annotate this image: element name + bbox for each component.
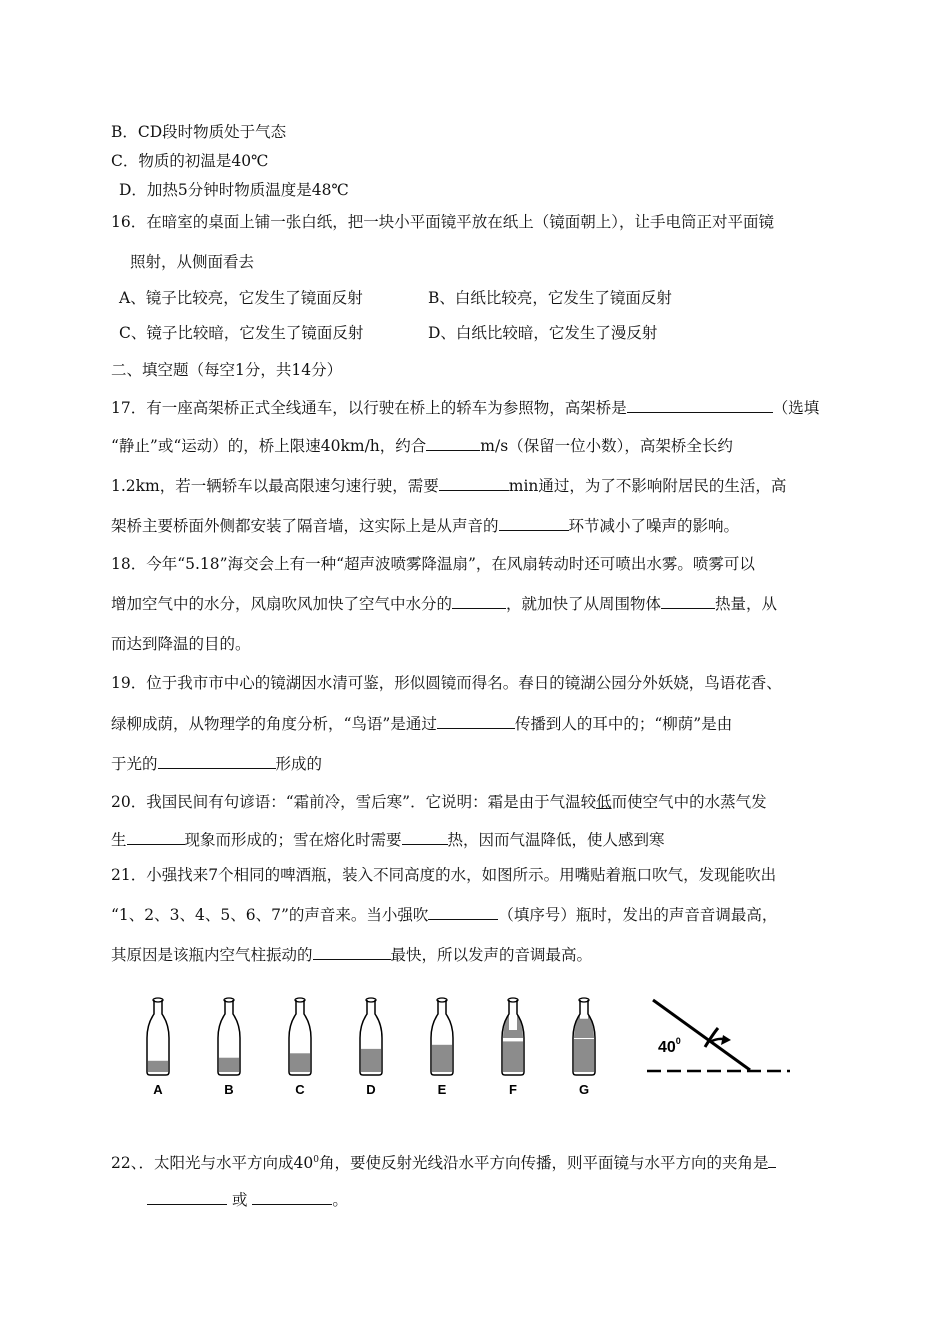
water-level bbox=[219, 1058, 239, 1072]
angle-diagram bbox=[647, 1000, 790, 1071]
blank[interactable] bbox=[313, 945, 391, 960]
bottle-label: C bbox=[295, 1082, 305, 1097]
water-level bbox=[361, 1049, 381, 1072]
water-level bbox=[432, 1045, 452, 1072]
water-level bbox=[290, 1053, 310, 1072]
bottle-d bbox=[360, 998, 382, 1097]
q21-line2: “1、2、3、4、5、6、7”的声音来。当小强吹 （填序号）瓶时，发出的声音音调最高， bbox=[111, 906, 778, 924]
bottle-label: E bbox=[437, 1082, 447, 1097]
q21-line3: 其原因是该瓶内空气柱振动的 最快，所以发声的音调最高。 bbox=[111, 946, 593, 964]
bottle-label: A bbox=[153, 1082, 163, 1097]
water-level bbox=[574, 1039, 594, 1072]
blank[interactable] bbox=[158, 754, 276, 769]
option-d-five-min: D．加热5分钟时物质温度是48℃ bbox=[119, 181, 349, 199]
bottle-label: B bbox=[224, 1082, 234, 1097]
q16-line2: 照射，从侧面看去 bbox=[130, 253, 255, 271]
q22-line1: 22、．太阳光与水平方向成$40^0$角，要使反射光线沿水平方向传播，则平面镜与水平方向的夹角是 bbox=[111, 1150, 776, 1173]
blank[interactable] bbox=[402, 830, 448, 845]
blank[interactable] bbox=[627, 398, 773, 413]
q16-option-a: A、镜子比较亮，它发生了镜面反射 bbox=[119, 289, 363, 307]
q20-line1: 20．我国民间有句谚语：“霜前冷，雪后寒”．它说明：霜是由于气温较低而使空气中的水蒸气发 bbox=[111, 793, 767, 811]
q17-line1: 17．有一座高架桥正式全线通车，以行驶在桥上的轿车为参照物，高架桥是 （选填 bbox=[111, 399, 820, 417]
blank[interactable] bbox=[428, 905, 498, 920]
bottle-f bbox=[502, 998, 524, 1097]
q18-line3: 而达到降温的目的。 bbox=[111, 635, 251, 653]
bottle-b bbox=[218, 998, 240, 1097]
bottle-label: F bbox=[509, 1082, 517, 1097]
q17-line4: 架桥主要桥面外侧都安装了隔音墙，这实际上是从声音的 环节减小了噪声的影响。 bbox=[111, 517, 740, 535]
q16-option-c: C、镜子比较暗，它发生了镜面反射 bbox=[119, 324, 364, 342]
option-b-cd: B．CD段时物质处于气态 bbox=[111, 123, 287, 141]
blank[interactable] bbox=[661, 594, 715, 609]
section-fill-blank-title: 二、填空题（每空1分，共14分） bbox=[111, 361, 343, 379]
q21-line1: 21．小强找来7个相同的啤酒瓶，装入不同高度的水，如图所示。用嘴贴着瓶口吹气，发现能吹出 bbox=[111, 866, 777, 884]
blank[interactable] bbox=[147, 1190, 227, 1205]
blank[interactable] bbox=[252, 1190, 332, 1205]
bottle-a bbox=[147, 998, 169, 1097]
bottle-g bbox=[573, 998, 595, 1097]
q17-line2: “静止”或“运动）的，桥上限速40km/h，约合 m/s（保留一位小数），高架桥全长约 bbox=[111, 437, 733, 455]
water-level bbox=[503, 1041, 523, 1072]
q20-line2: 生 现象而形成的；雪在熔化时需要 热，因而气温降低，使人感到寒 bbox=[111, 831, 665, 849]
bottle-label: G bbox=[578, 1082, 590, 1097]
angle-label: $40^0$ bbox=[658, 1036, 681, 1056]
blank[interactable] bbox=[768, 1153, 776, 1168]
blank[interactable] bbox=[437, 714, 515, 729]
q22-line2: 或 。 bbox=[147, 1190, 348, 1210]
q16-option-b: B、白纸比较亮，它发生了镜面反射 bbox=[428, 289, 672, 307]
bottle-label: D bbox=[366, 1082, 376, 1097]
blank[interactable] bbox=[439, 476, 509, 491]
water-level bbox=[148, 1061, 168, 1072]
q19-line1: 19．位于我市市中心的镜湖因水清可鉴，形似圆镜而得名。春日的镜湖公园分外妖娆，鸟语花香、 bbox=[111, 674, 782, 692]
q16-line1: 16．在暗室的桌面上铺一张白纸，把一块小平面镜平放在纸上（镜面朝上），让手电筒正对平面镜 bbox=[111, 213, 774, 231]
blank[interactable] bbox=[499, 516, 569, 531]
q18-line1: 18．今年“5.18”海交会上有一种“超声波喷雾降温扇”，在风扇转动时还可喷出水雾。喷雾可以 bbox=[111, 555, 755, 573]
bottle-c bbox=[289, 998, 311, 1097]
bottles-and-angle-figure bbox=[130, 990, 830, 1100]
option-c-initial-temp: C．物质的初温是40℃ bbox=[111, 152, 269, 170]
q16-option-d: D、白纸比较暗，它发生了漫反射 bbox=[428, 324, 658, 342]
blank[interactable] bbox=[452, 594, 506, 609]
blank[interactable] bbox=[127, 830, 185, 845]
q19-line2: 绿柳成荫，从物理学的角度分析，“鸟语”是通过 传播到人的耳中的；“柳荫”是由 bbox=[111, 715, 733, 733]
q19-line3: 于光的 形成的 bbox=[111, 755, 323, 773]
q17-line3: 1.2km，若一辆轿车以最高限速匀速行驶，需要 min通过，为了不影响附居民的生活，高 bbox=[111, 477, 787, 495]
blank[interactable] bbox=[426, 436, 480, 451]
q18-line2: 增加空气中的水分，风扇吹风加快了空气中水分的 ，就加快了从周围物体 热量，从 bbox=[111, 595, 778, 613]
bottle-e bbox=[431, 998, 453, 1097]
